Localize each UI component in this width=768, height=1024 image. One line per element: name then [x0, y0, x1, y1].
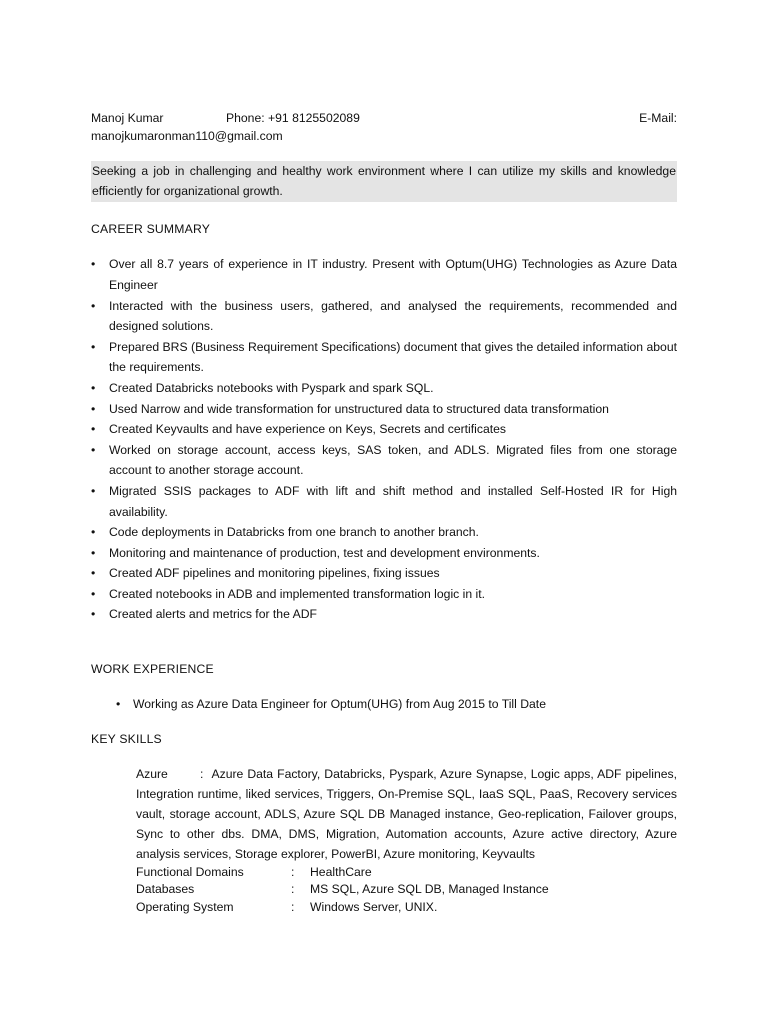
- list-item: [91, 563, 677, 584]
- list-item-text: Migrated SSIS packages to ADF with lift and shift method and installed Self-Hosted IR for High availability.: [109, 483, 677, 519]
- list-item: [91, 522, 677, 543]
- bullet-icon: •: [91, 607, 96, 622]
- skill-row-value: HealthCare: [310, 864, 372, 879]
- list-item: [91, 378, 677, 399]
- skill-row-functional-domains: [136, 864, 677, 882]
- list-item-text: Created Keyvaults and have experience on Keys, Secrets and certificates: [109, 422, 506, 437]
- azure-separator: :: [200, 766, 204, 781]
- objective-statement: Seeking a job in challenging and healthy work environment where I can utilize my skills and knowledge efficiently for organizational growth.: [91, 161, 677, 202]
- resume-page: [91, 108, 677, 917]
- skill-row-value: Windows Server, UNIX.: [310, 900, 438, 915]
- bullet-icon: •: [91, 483, 96, 498]
- phone-number: Phone: +91 8125502089: [226, 111, 360, 125]
- list-item: [91, 604, 677, 625]
- list-item-text: Created notebooks in ADB and implemented transformation logic in it.: [109, 586, 485, 601]
- bullet-icon: •: [91, 525, 96, 540]
- bullet-icon: •: [91, 586, 96, 601]
- list-item: [91, 254, 677, 295]
- list-item-text: Created Databricks notebooks with Pyspark and spark SQL.: [109, 380, 434, 395]
- bullet-icon: •: [91, 442, 96, 457]
- skill-row-value: MS SQL, Azure SQL DB, Managed Instance: [310, 882, 549, 897]
- list-item: [91, 296, 677, 337]
- list-item: [91, 440, 677, 481]
- bullet-icon: •: [91, 257, 96, 272]
- azure-label: [136, 764, 200, 784]
- list-item-text: Created alerts and metrics for the ADF: [109, 607, 317, 622]
- azure-label-text: Azure: [136, 766, 168, 781]
- email-label: E-Mail:: [639, 111, 677, 125]
- list-item: [91, 399, 677, 420]
- azure-skills: [136, 764, 677, 864]
- list-item: [91, 584, 677, 605]
- skill-row-operating-system: [136, 899, 677, 917]
- work-experience-heading: WORK EXPERIENCE: [91, 662, 214, 677]
- key-skills-heading: KEY SKILLS: [91, 732, 162, 747]
- list-item-text: Interacted with the business users, gathered, and analysed the requirements, recommended and designed solutions.: [109, 298, 677, 334]
- contact-header: [91, 108, 677, 128]
- bullet-icon: •: [91, 401, 96, 416]
- list-item: [91, 419, 677, 440]
- skill-row-separator: :: [291, 882, 295, 897]
- career-summary-list: [91, 254, 677, 625]
- list-item-text: Over all 8.7 years of experience in IT industry. Present with Optum(UHG) Technologies as Azure Data Engineer: [109, 257, 677, 292]
- list-item: [91, 543, 677, 564]
- list-item-text: Prepared BRS (Business Requirement Specifications) document that gives the detailed information about the requirements.: [109, 339, 677, 375]
- candidate-name: Manoj Kumar: [91, 111, 164, 125]
- skill-row-label: Databases: [136, 882, 195, 897]
- skill-row-databases: [136, 881, 677, 899]
- list-item-text: Code deployments in Databricks from one branch to another branch.: [109, 525, 479, 540]
- list-item: [116, 694, 677, 715]
- azure-skills-value: Azure Data Factory, Databricks, Pyspark, Azure Synapse, Logic apps, ADF pipelines, Integration runtime, liked services, Triggers, On-Premise SQL, IaaS SQL, PaaS, Recovery services vault, storage account, ADLS, Azure SQL DB Managed instance, Geo-replication, Failover groups, Sync to other dbs. DMA, DMS, Migration, Automation accounts, Azure active directory, Azure analysis services, Storage explorer, PowerBI, Azure monitoring, Keyvaults: [136, 766, 677, 861]
- list-item: [91, 337, 677, 378]
- bullet-icon: •: [91, 380, 96, 395]
- bullet-icon: •: [91, 422, 96, 437]
- list-item-text: Worked on storage account, access keys, SAS token, and ADLS. Migrated files from one storage account to another storage account.: [109, 442, 677, 478]
- skill-row-label: Functional Domains: [136, 864, 244, 879]
- bullet-icon: •: [91, 298, 96, 313]
- list-item-text: Monitoring and maintenance of production, test and development environments.: [109, 545, 540, 560]
- skill-row-separator: :: [291, 864, 295, 879]
- bullet-icon: •: [91, 545, 96, 560]
- list-item: [91, 481, 677, 522]
- list-item-text: Created ADF pipelines and monitoring pipelines, fixing issues: [109, 566, 440, 581]
- skill-row-label: Operating System: [136, 900, 234, 915]
- list-item-text: Working as Azure Data Engineer for Optum(UHG) from Aug 2015 to Till Date: [133, 696, 546, 711]
- bullet-icon: •: [91, 339, 96, 354]
- list-item-text: Used Narrow and wide transformation for unstructured data to structured data transformation: [109, 401, 609, 416]
- key-skills-block: [136, 764, 677, 917]
- work-experience-list: [91, 694, 677, 715]
- skill-row-separator: :: [291, 900, 295, 915]
- bullet-icon: •: [116, 696, 121, 711]
- email-address: manojkumaronman110@gmail.com: [91, 129, 283, 143]
- bullet-icon: •: [91, 566, 96, 581]
- career-summary-heading: CAREER SUMMARY: [91, 221, 211, 236]
